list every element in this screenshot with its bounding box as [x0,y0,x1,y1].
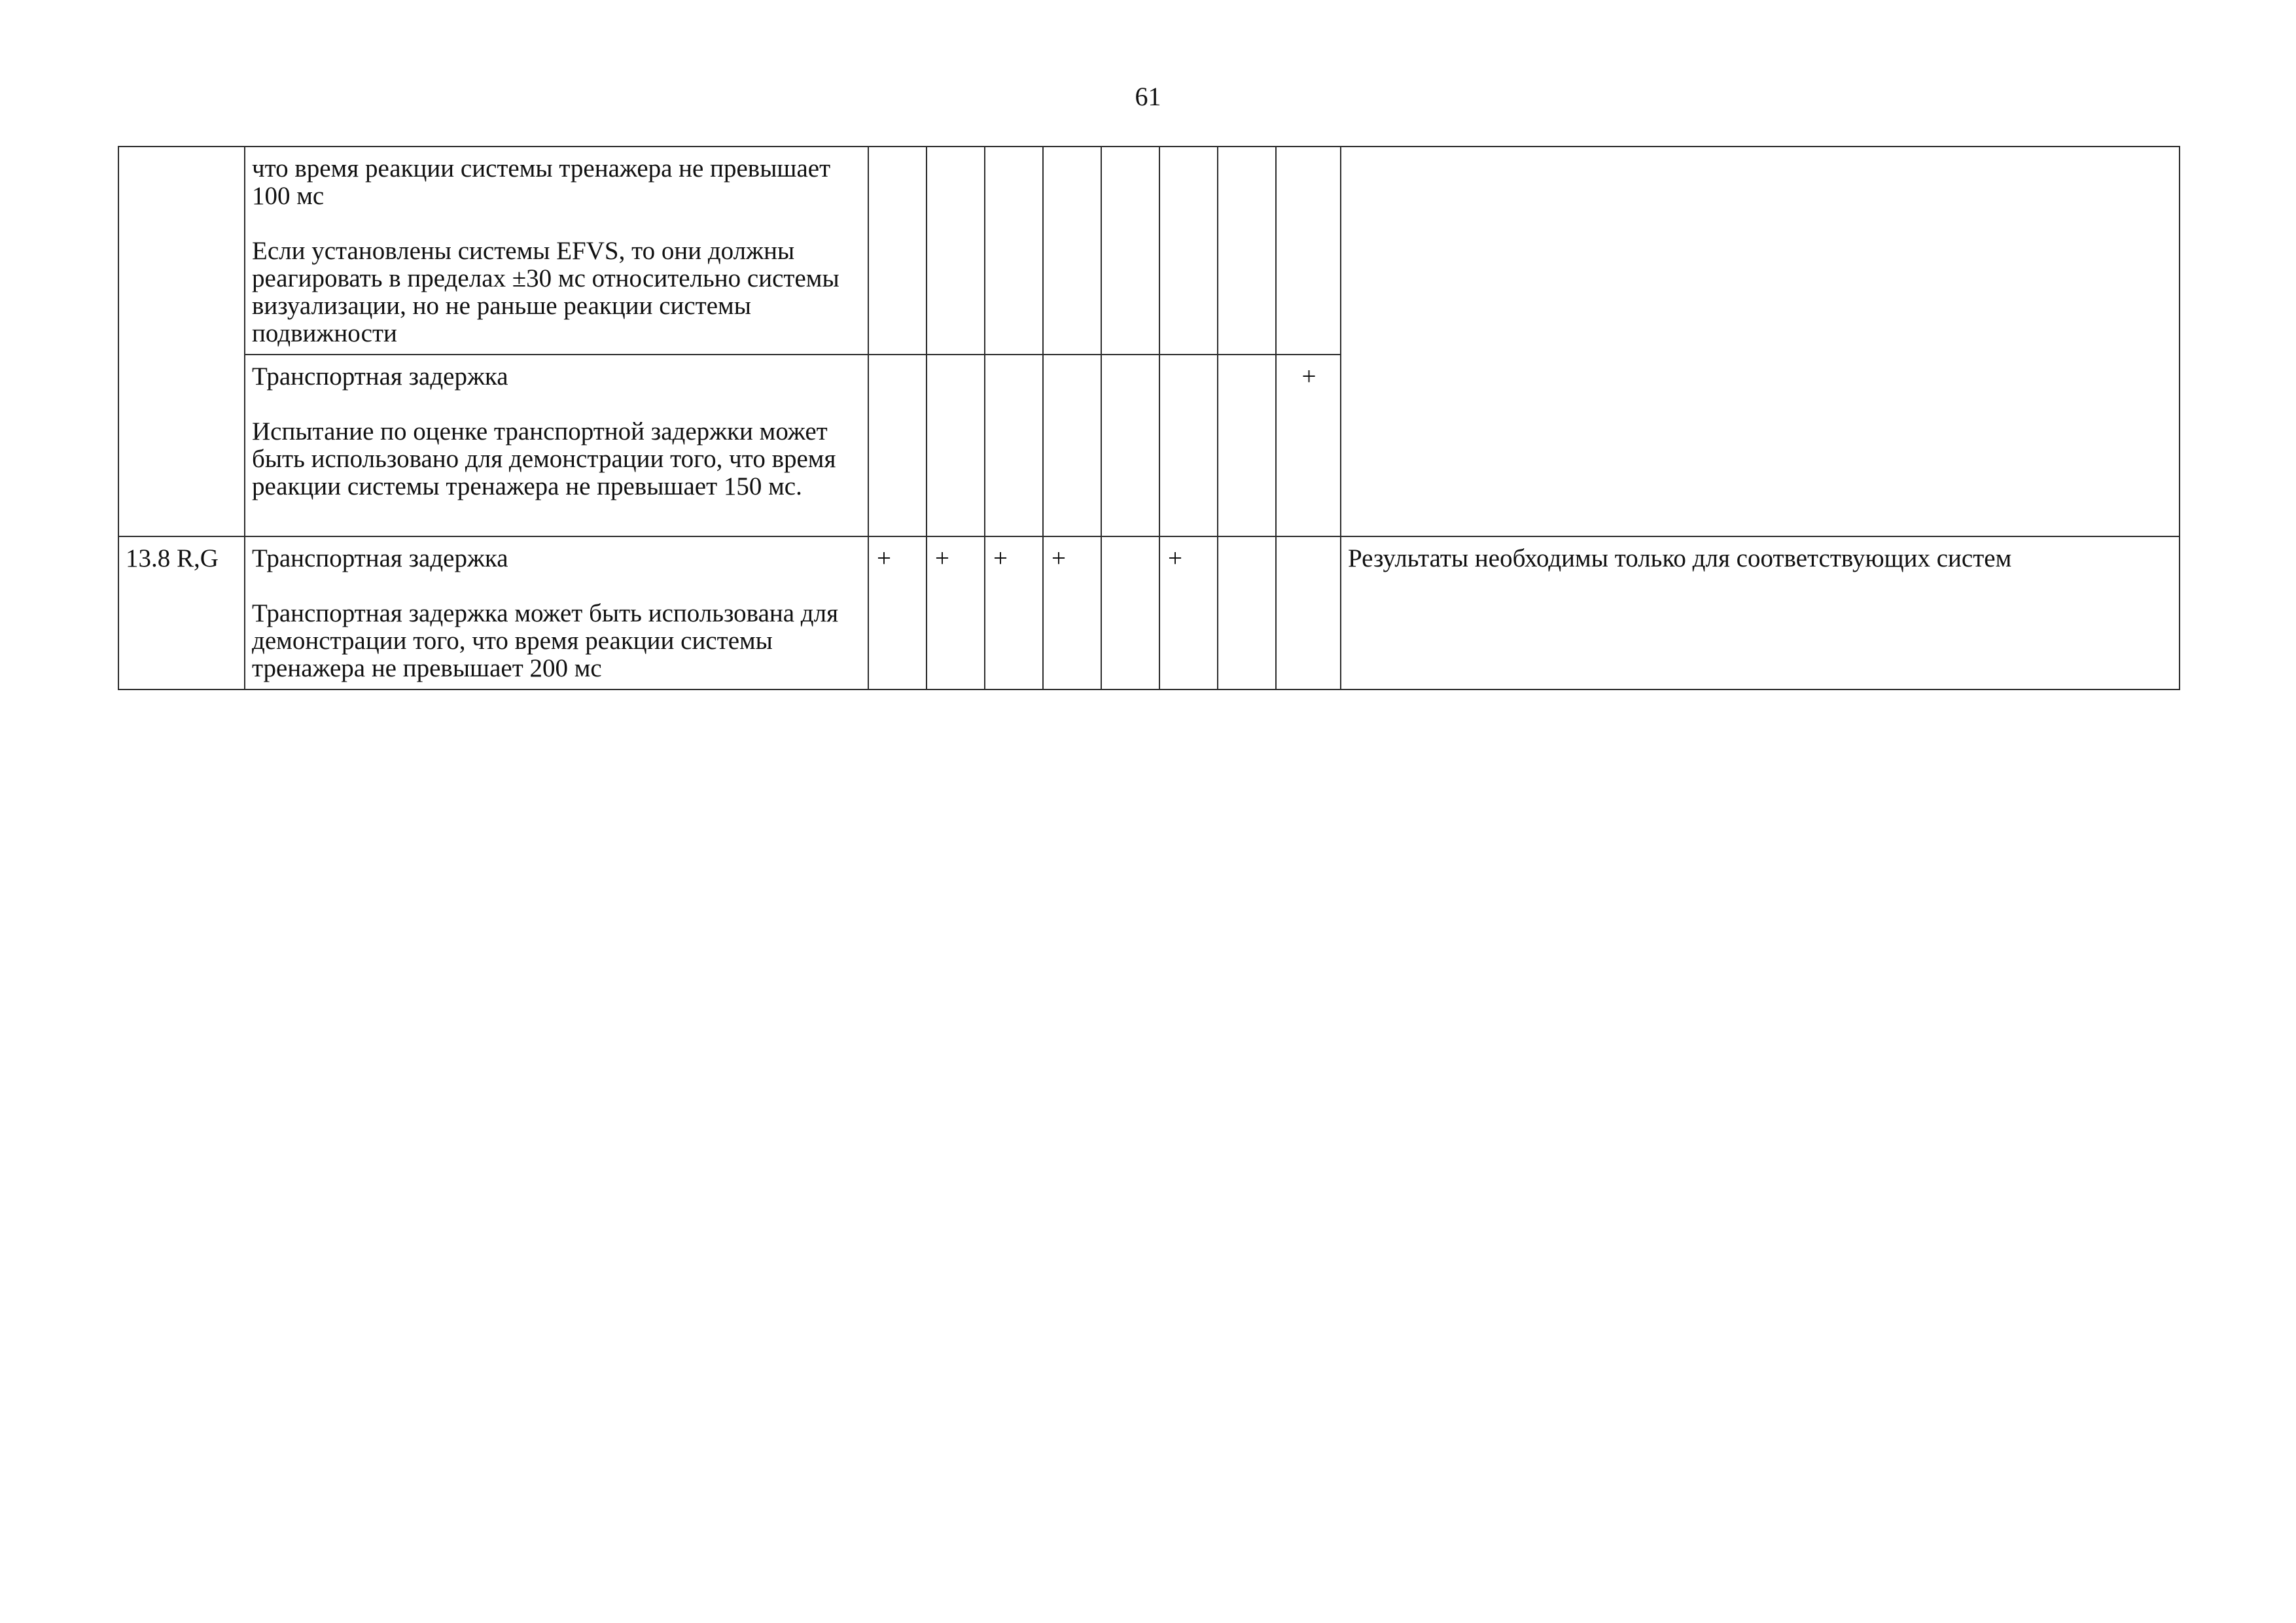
applicability-cell [985,147,1043,355]
notes-cell: Результаты необходимы только для соответствующих систем [1341,536,2180,689]
applicability-cell [1276,536,1341,689]
test-code-cell: 13.8 R,G [118,536,245,689]
applicability-cell [1043,355,1101,536]
applicability-cell [1218,147,1276,355]
applicability-cell: + [985,536,1043,689]
applicability-cell [1159,147,1218,355]
applicability-cell [927,355,985,536]
applicability-cell: + [1043,536,1101,689]
description-paragraph: Транспортная задержка может быть использована для демонстрации того, что время реакции системы тренажера не превышает 200 мс [252,599,839,682]
page-number: 61 [1135,82,1161,111]
description-paragraph: Транспортная задержка [252,362,508,391]
applicability-cell [1101,355,1159,536]
applicability-cell [927,147,985,355]
notes-cell [1341,147,2180,536]
applicability-cell [1159,355,1218,536]
description-paragraph: что время реакции системы тренажера не превышает 100 мс [252,154,831,210]
applicability-cell [985,355,1043,536]
applicability-cell: + [1276,355,1341,536]
applicability-cell [868,355,927,536]
table-row [118,147,2180,355]
applicability-cell [1101,147,1159,355]
applicability-cell [868,147,927,355]
applicability-cell [1276,147,1341,355]
description-paragraph: Испытание по оценке транспортной задержки может быть использовано для демонстрации того, что время реакции системы тренажера не превышает 150 мс. [252,417,836,500]
applicability-cell: + [1159,536,1218,689]
test-code-cell [118,147,245,536]
table-row [118,536,2180,689]
applicability-cell [1043,147,1101,355]
description-paragraph: Транспортная задержка [252,544,508,572]
applicability-cell: + [927,536,985,689]
applicability-cell [1218,355,1276,536]
description-paragraph: Если установлены системы EFVS, то они должны реагировать в пределах ±30 мс относительно системы визуализации, но не раньше реакции системы подвижности [252,237,839,347]
test-description-cell [245,147,868,355]
requirements-table [118,146,2180,690]
test-description-cell [245,355,868,536]
test-description-cell [245,536,868,689]
applicability-cell: + [868,536,927,689]
applicability-cell [1218,536,1276,689]
applicability-cell [1101,536,1159,689]
